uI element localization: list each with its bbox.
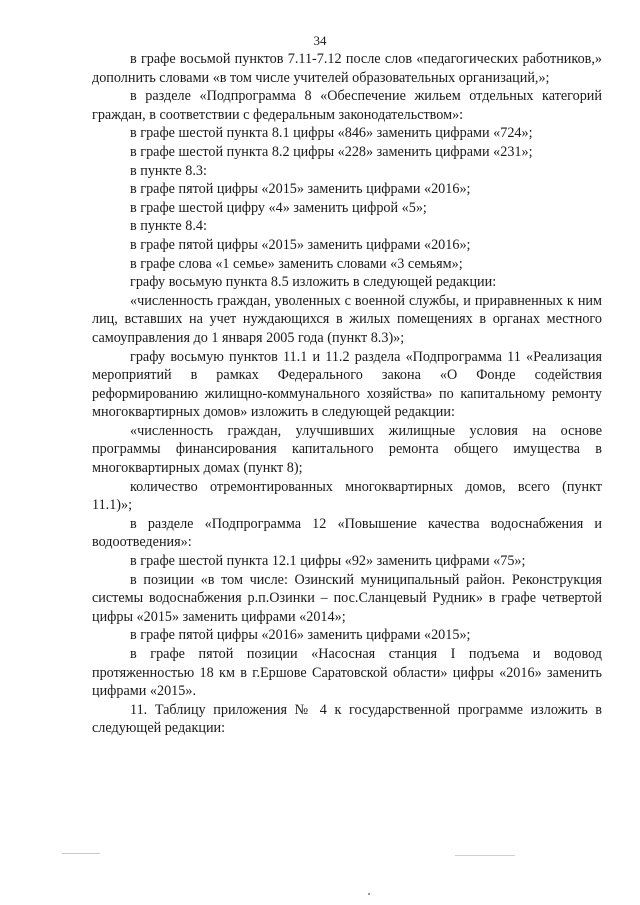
scan-artifact-left xyxy=(62,853,100,854)
paragraph: в разделе «Подпрограмма 12 «Повышение качества водоснабжения и водоотведения»: xyxy=(92,515,602,551)
paragraph: графу восьмую пункта 8.5 изложить в следующей редакции: xyxy=(130,274,497,291)
paragraph: количество отремонтированных многоквартирных домов, всего (пункт 11.1)»; xyxy=(92,478,602,514)
paragraph: в графе восьмой пунктов 7.11-7.12 после слов «педагогических работников,» дополнить словами «в том числе учителей образовательных организаций,»; xyxy=(92,51,602,86)
paragraph: в графе пятой позиции «Насосная станция I подъема и водовод протяженностью 18 км в г.Ершове Саратовской области» цифры «2016» заменить цифрами «2015». xyxy=(92,646,602,700)
paragraph: «численность граждан, улучшивших жилищные условия на основе программы финансирования капитального ремонта общего имущества в многоквартирных домах (пункт 8); xyxy=(92,422,602,477)
paragraph: в разделе «Подпрограмма 8 «Обеспечение жильем отдельных категорий граждан, в соответствии с федеральным законодательством»: xyxy=(92,88,602,123)
paragraph: в пункте 8.4: xyxy=(130,218,207,235)
paragraph: в графе пятой цифры «2015» заменить цифрами «2016»; xyxy=(130,181,471,198)
paragraph: в графе шестой пункта 8.1 цифры «846» заменить цифрами «724»; xyxy=(130,125,533,142)
document-body xyxy=(92,50,602,738)
scan-artifact-right xyxy=(455,855,515,856)
paragraph: в графе пятой цифры «2015» заменить цифрами «2016»; xyxy=(130,236,471,253)
paragraph: в графе пятой цифры «2016» заменить цифрами «2015»; xyxy=(130,627,471,644)
page-number: 34 xyxy=(313,33,327,48)
paragraph: 11. Таблицу приложения № 4 к государственной программе изложить в следующей редакции: xyxy=(92,701,602,737)
paragraph: в графе шестой цифру «4» заменить цифрой «5»; xyxy=(130,199,427,216)
paragraph: «численность граждан, уволенных с военной службы, и приравненных к ним лиц, вставших на учет нуждающихся в жилых помещениях в органах местного самоуправления до 1 января 2005 года (пункт 8.3)»; xyxy=(92,292,602,346)
scan-artifact-dot xyxy=(368,893,370,895)
paragraph: графу восьмую пунктов 11.1 и 11.2 раздела «Подпрограмма 11 «Реализация мероприятий в рамках Федерального закона «О Фонде содействия реформированию жилищно-коммунального хозяйства» по капитальному ремонту многоквартирных домов» изложить в следующей редакции: xyxy=(92,348,602,421)
paragraph: в графе шестой пункта 8.2 цифры «228» заменить цифрами «231»; xyxy=(130,143,533,160)
paragraph: в графе шестой пункта 12.1 цифры «92» заменить цифрами «75»; xyxy=(130,553,526,570)
paragraph: в графе слова «1 семье» заменить словами «3 семьям»; xyxy=(130,255,463,272)
paragraph: в позиции «в том числе: Озинский муниципальный район. Реконструкция системы водоснабжения р.п.Озинки – пос.Сланцевый Рудник» в графе четвертой цифры «2015» заменить цифрами «2014»; xyxy=(92,571,602,625)
paragraph: в пункте 8.3: xyxy=(130,162,207,179)
